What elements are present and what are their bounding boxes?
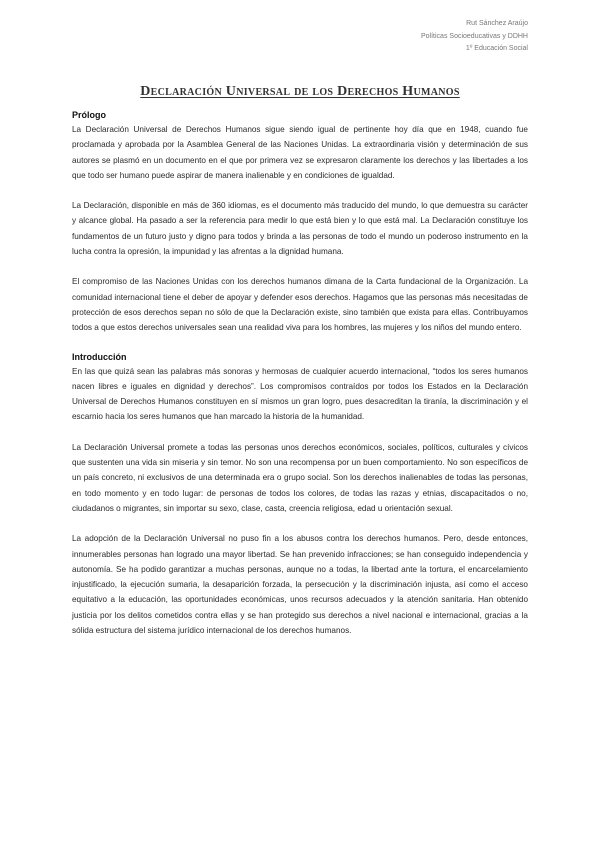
paragraph: El compromiso de las Naciones Unidas con los derechos humanos dimana de la Carta fundacional de la Organización. La comunidad internacional tiene el deber de apoyar y defender esos derechos. Hagamos que las personas más necesitadas de protección de esos derechos sepan no sólo de que la Declaración existe, sino también que exista para ellas. Contribuyamos todos a que estos derechos universales sean una realidad viva para los hombres, las mujeres y los niños del mundo entero. xyxy=(72,277,528,333)
program-name: 1º Educación Social xyxy=(465,45,528,52)
paragraph: La adopción de la Declaración Universal no puso fin a los abusos contra los derechos humanos. Pero, desde entonces, innumerables personas han logrado una mayor libertad. Se han prevenido infracciones; se han conseguido independencia y autonomía. Se ha podido garantizar a muchas personas, aunque no a todas, la libertad ante la tortura, el encarcelamiento injustificado, la ejecución sumaria, la desaparición forzada, la persecución y la discriminación injusta, así como el acceso equitativo a la educación, las oportunidades económicas, unos recursos adecuados y la atención sanitaria. Han obtenido justicia por los delitos cometidos contra ellas y se han protegido sus derechos a nivel nacional e internacional, gracias a la sólida estructura del sistema jurídico internacional de los derechos humanos. xyxy=(72,534,528,636)
document-body xyxy=(72,109,528,653)
section-heading: Introducción xyxy=(72,351,127,362)
paragraph: La Declaración Universal promete a todas las personas unos derechos económicos, sociales, políticos, culturales y cívicos que sustenten una vida sin miseria y sin temor. No son una recompensa por un buen comportamiento. No son específicos de un país concreto, ni exclusivos de una determinada era o grupo social. Son los derechos inalienables de todas las personas, en todo momento y en todo lugar: de personas de todos los colores, de todas las razas y etnias, discapacitados o no, ciudadanos o migrantes, sin importar su sexo, clase, casta, creencia religiosa, edad u orientación sexual. xyxy=(72,442,528,513)
author-name: Rut Sánchez Araújo xyxy=(466,20,528,27)
section-prologo xyxy=(72,109,528,336)
paragraph: La Declaración, disponible en más de 360 idiomas, es el documento más traducido del mundo, lo que demuestra su carácter y alcance global. Ha pasado a ser la referencia para medir lo que está bien y lo que está mal. La Declaración constituye los fundamentos de un futuro justo y digno para todos y brinda a las personas de todo el mundo un poderoso instrumento en la lucha contra la opresión, la impunidad y las afrentas a la dignidad humana. xyxy=(72,201,528,257)
page-header xyxy=(421,18,528,56)
document-title: Declaración Universal de los Derechos Humanos xyxy=(140,84,460,99)
paragraph: La Declaración Universal de Derechos Humanos sigue siendo igual de pertinente hoy día que en 1948, cuando fue proclamada y aprobada por la Asamblea General de las Naciones Unidas. La extraordinaria visión y determinación de sus autores se plasmó en un documento en el que por primera vez se expresaron claramente los derechos y las libertades a los que todo ser humano puede aspirar de manera inalienable y en condiciones de igualdad. xyxy=(72,125,528,180)
section-heading: Prólogo xyxy=(72,110,106,120)
section-introduccion xyxy=(72,351,528,639)
course-name: Políticas Socioeducativas y DDHH xyxy=(421,32,528,40)
paragraph: En las que quizá sean las palabras más sonoras y hermosas de cualquier acuerdo internacional, “todos los seres humanos nacen libres e iguales en dignidad y derechos”. Los compromisos contraídos por todos los Estados en la Declaración Universal de Derechos Humanos constituyen en sí mismos un gran logro, pues desacreditan la tiranía, la discriminación y el escarnio hacia los seres humanos que han marcado la historia de la humanidad. xyxy=(72,366,528,422)
